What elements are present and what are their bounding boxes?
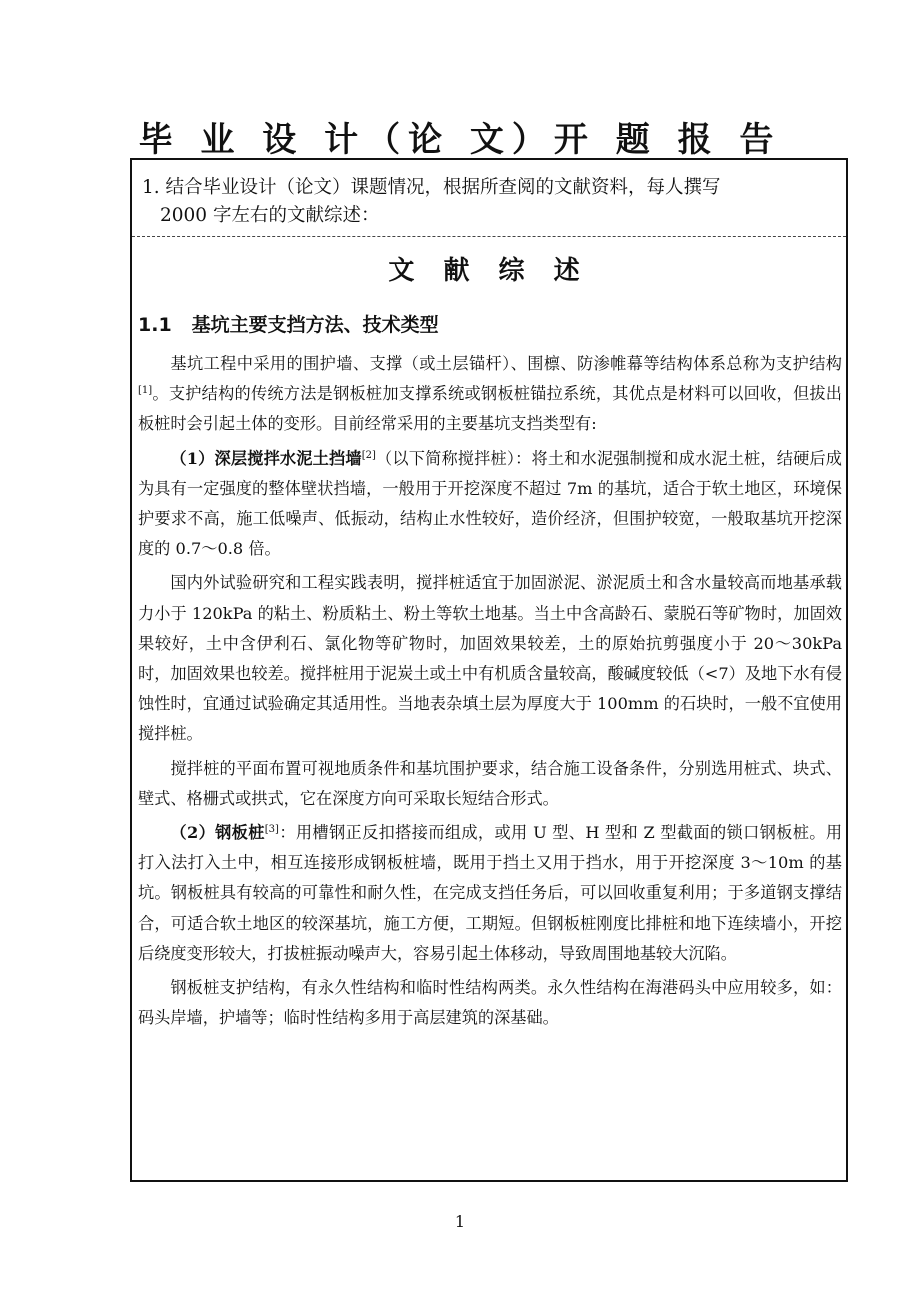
paragraph-3: 国内外试验研究和工程实践表明，搅拌桩适宜于加固淤泥、淤泥质土和含水量较高而地基承载力小于 120kPa 的粘土、粉质粘土、粉土等软土地基。当土中含高龄石、蒙脱石等矿物时，加固效果较好，土中含伊利石、氯化物等矿物时，加固效果较差，土的原始抗剪强度小于 20～30kPa 时，加固效果也较差。搅拌桩用于泥炭土或土中有机质含量较高，酸碱度较低（<7）及地下水有侵蚀性时，宜通过试验确定其适用性。当地表杂填土层为厚度大于 100mm 的石块时，一般不宜使用搅拌桩。 (138, 573, 842, 744)
paragraph-1-text-a: 基坑工程中采用的围护墙、支撑（或土层锚杆）、围檩、防渗帷幕等结构体系总称为支护结构 (170, 354, 842, 373)
paragraph-5 (138, 818, 842, 969)
paragraph-1 (138, 349, 842, 440)
paragraph-2-lead: （1）深层搅拌水泥土挡墙 (170, 448, 362, 468)
paragraph-5-lead: （2）钢板桩 (170, 823, 265, 843)
paragraph-1-text-b: 。支护结构的传统方法是钢板桩加支撑系统或钢板桩锚拉系统，其优点是材料可以回收，但拔出板桩时会引起土体的变形。目前经常采用的主要基坑支挡类型有: (138, 384, 842, 434)
subsection-heading (138, 310, 439, 337)
section-title: 文 献 综 述 (388, 256, 590, 286)
subsection-title: 基坑主要支挡方法、技术类型 (191, 314, 439, 336)
page-title: 毕 业 设 计（论 文）开 题 报 告 (138, 120, 782, 160)
dashed-divider (132, 236, 846, 237)
paragraph-2 (138, 444, 842, 565)
paragraph-6: 钢板桩支护结构，有永久性结构和临时性结构两类。永久性结构在海港码头中应用较多，如：码头岸墙，护墙等；临时性结构多用于高层建筑的深基础。 (138, 978, 842, 1028)
instruction-line-2: 2000 字左右的文献综述： (160, 205, 380, 226)
citation-2: [2] (361, 449, 376, 461)
paragraph-2-text: （以下简称搅拌桩）：将土和水泥强制搅和成水泥土桩，结硬后成为具有一定强度的整体壁状挡墙，一般用于开挖深度不超过 7m 的基坑，适合于软土地区，环境保护要求不高，施工低噪声、低振动，结构止水性较好，造价经济，但围护较宽，一般取基坑开挖深度的 0.7～0.8 倍。 (138, 448, 842, 559)
body-text (138, 349, 842, 1037)
citation-1: [1] (138, 385, 153, 397)
paragraph-5-text: ：用槽钢正反扣搭接而组成，或用 U 型、H 型和 Z 型截面的锁口钢板桩。用打入法打入土中，相互连接形成钢板桩墙，既用于挡土又用于挡水，用于开挖深度 3～10m 的基坑。钢板桩具有较高的可靠性和耐久性，在完成支挡任务后，可以回收重复利用；于多道钢支撑结合，可适合软土地区的较深基坑，施工方便，工期短。但钢板桩刚度比排桩和地下连续墙小，开挖后绕度变形较大，打拔桩振动噪声大，容易引起土体移动，导致周围地基较大沉陷。 (138, 823, 843, 963)
instruction-prompt (142, 174, 832, 230)
paragraph-4: 搅拌桩的平面布置可视地质条件和基坑围护要求，结合施工设备条件，分别选用桩式、块式、壁式、格栅式或拱式，它在深度方向可采取长短结合形式。 (138, 758, 842, 808)
page-number: 1 (454, 1212, 466, 1231)
citation-3: [3] (264, 824, 279, 836)
instruction-line-1: 1. 结合毕业设计（论文）课题情况，根据所查阅的文献资料，每人撰写 (142, 177, 721, 198)
subsection-number: 1.1 (138, 314, 172, 336)
report-frame (130, 158, 848, 1182)
